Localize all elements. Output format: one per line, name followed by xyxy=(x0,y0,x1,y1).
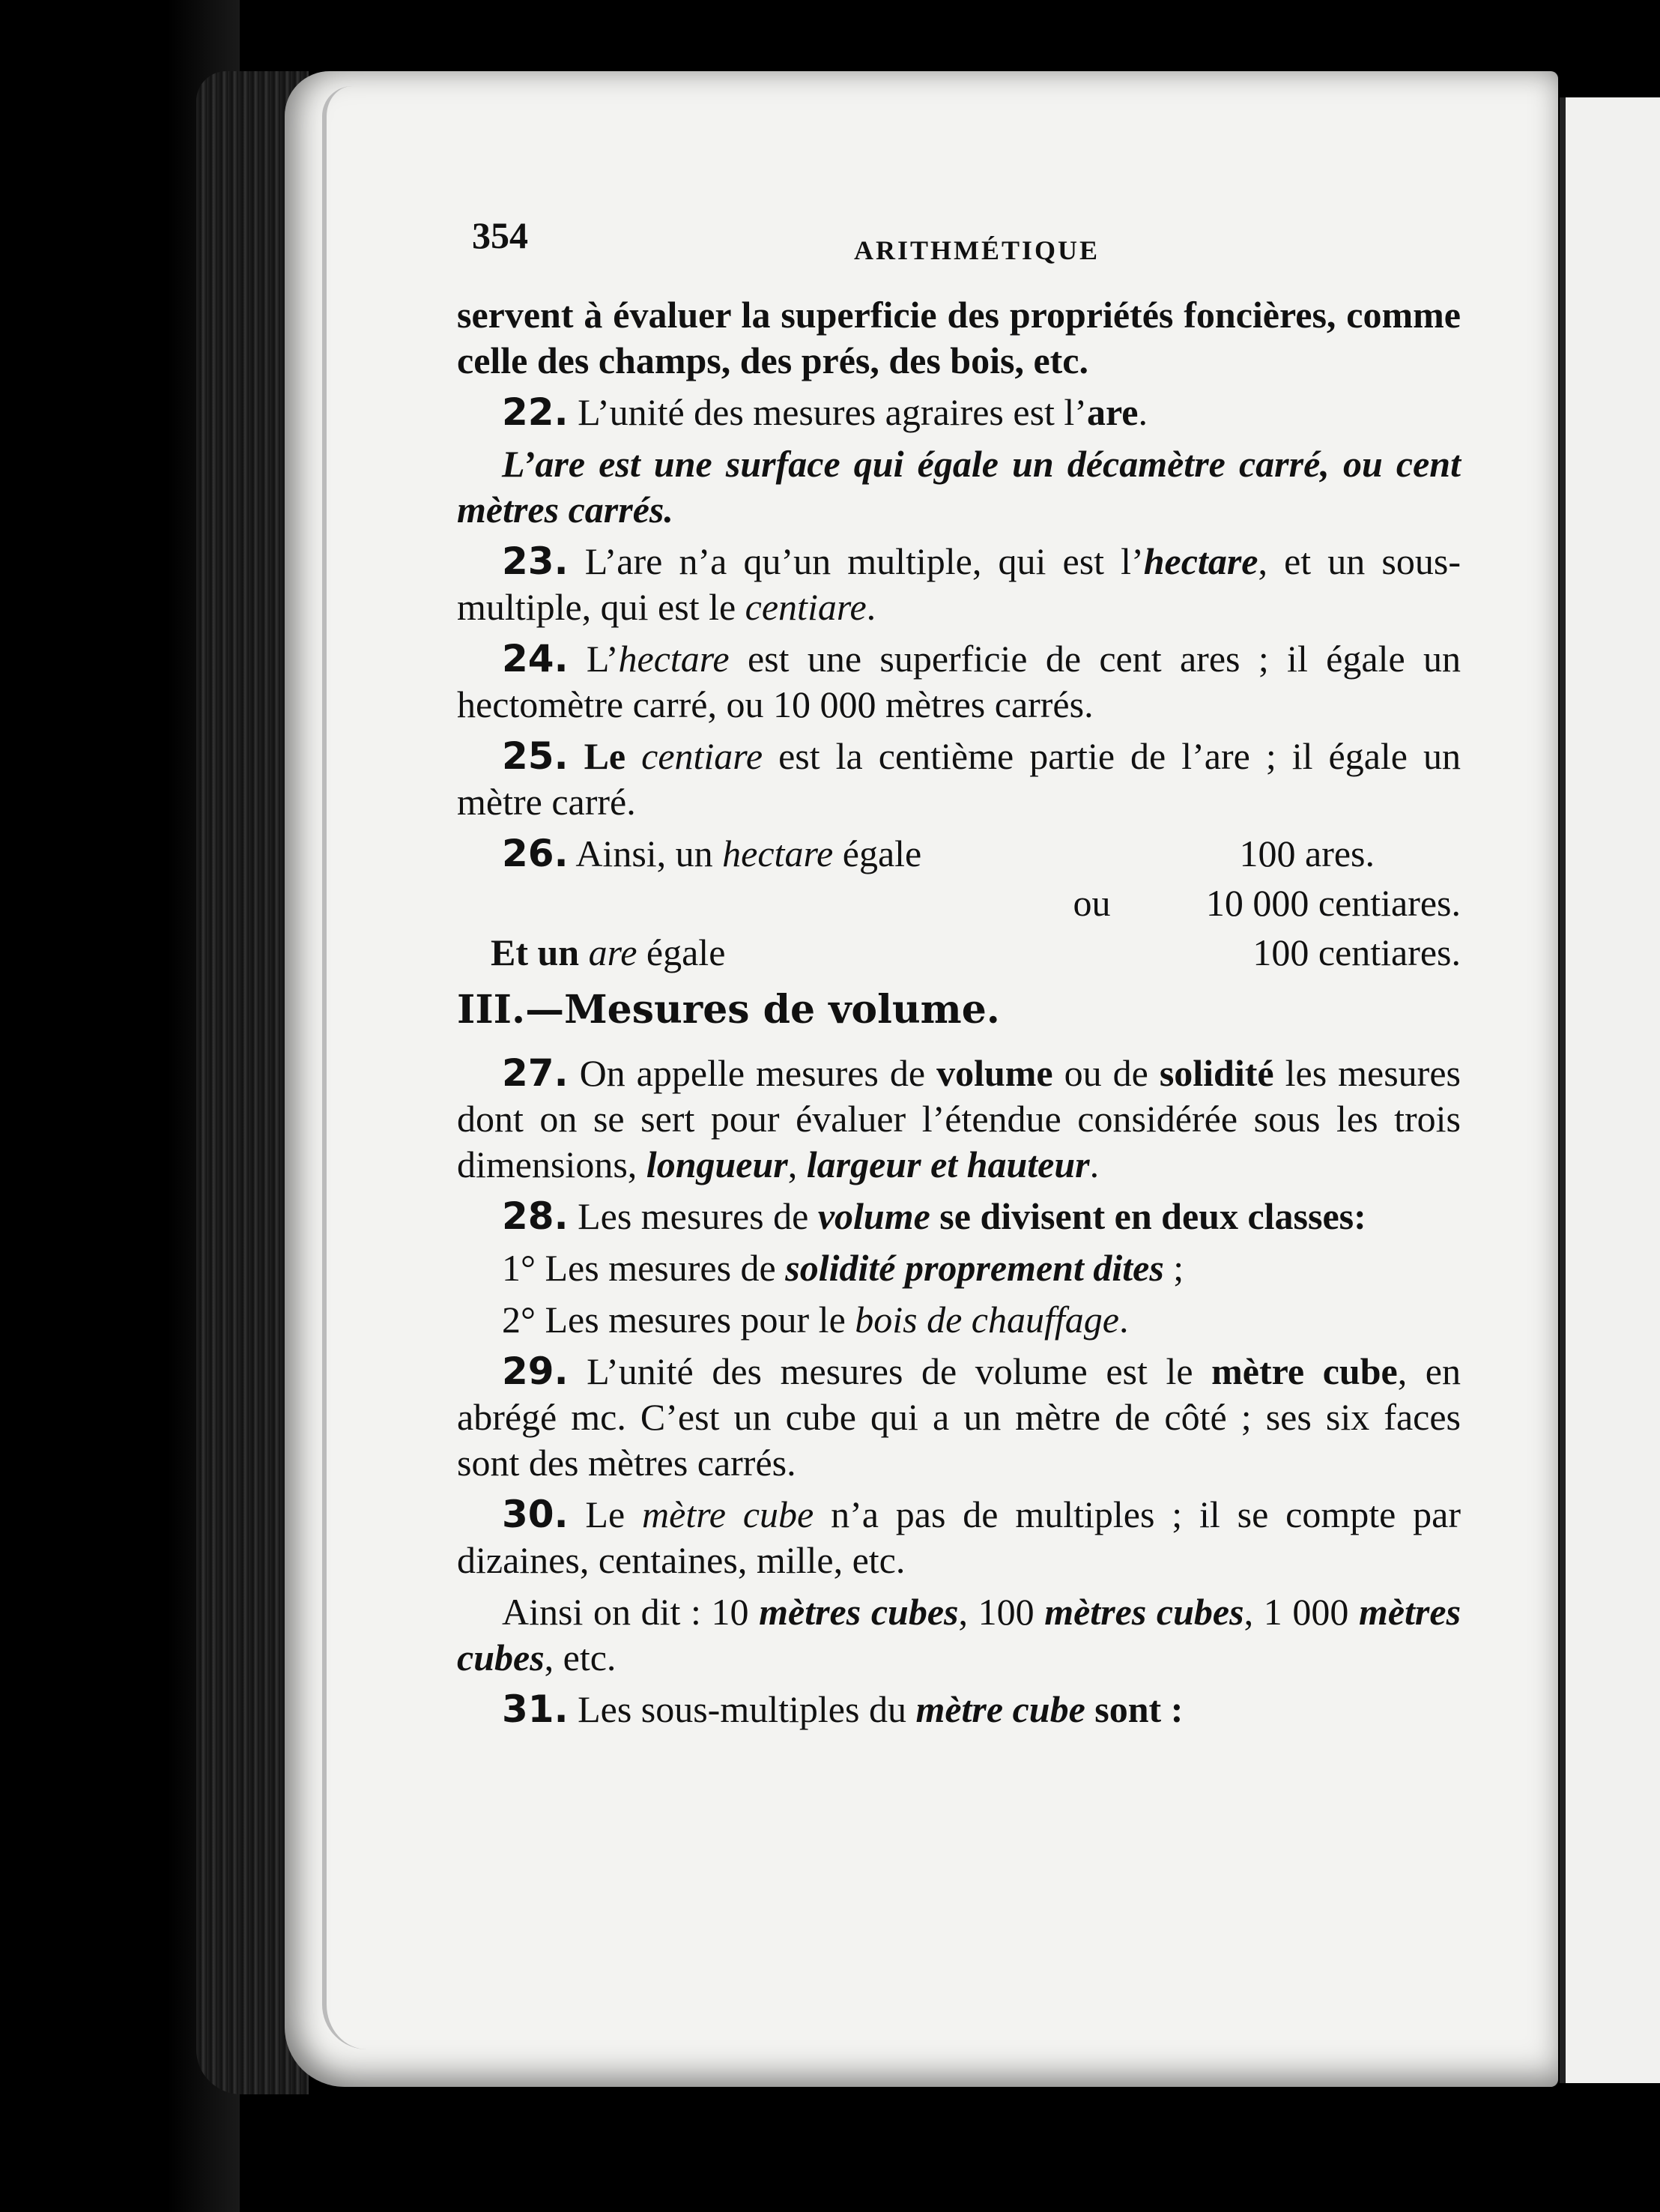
table-cell xyxy=(457,831,1073,880)
list-item-2 xyxy=(457,1297,1461,1343)
text-run: . xyxy=(1089,1143,1100,1185)
text-run: Les sous-multiples du xyxy=(568,1688,916,1730)
paragraph-number: 31. xyxy=(502,1687,569,1731)
paragraph-number: 29. xyxy=(502,1350,569,1393)
text-run: , xyxy=(787,1143,807,1185)
list-item-1 xyxy=(457,1245,1461,1291)
text-run: Le xyxy=(568,1493,643,1535)
text-run: L’unité des mesures agraires est l’ xyxy=(568,391,1087,433)
page-header xyxy=(472,214,1476,274)
bold-term: volume xyxy=(936,1052,1053,1094)
paragraph-number: 22. xyxy=(502,390,569,434)
paragraph-27 xyxy=(457,1051,1461,1188)
paragraph-29 xyxy=(457,1349,1461,1486)
table-cell xyxy=(457,930,1073,979)
table-row xyxy=(457,831,1461,880)
paragraph-intro xyxy=(457,292,1461,384)
paragraph-22 xyxy=(457,390,1461,435)
paragraph-number: 28. xyxy=(502,1194,569,1238)
text-run: . xyxy=(866,586,876,628)
text-run: 2° Les mesures pour le xyxy=(502,1299,855,1341)
text-run: , 1 000 xyxy=(1244,1591,1359,1633)
italic-term: solidité proprement dites xyxy=(785,1247,1164,1289)
italic-term: are xyxy=(588,931,637,973)
italic-term: mètres cubes xyxy=(1044,1591,1244,1633)
text-run: égale xyxy=(833,832,922,874)
text-run: L’are n’a qu’un multiple, qui est l’ xyxy=(568,540,1144,582)
text-run: égale xyxy=(637,931,726,973)
text-run: Le xyxy=(568,735,642,777)
italic-term: centiare xyxy=(745,586,867,628)
text-run: , en abrégé mc. C’est un cube qui a un mètre de côté ; ses six faces sont des mètres carrés. xyxy=(457,1350,1461,1484)
page-number: 354 xyxy=(472,214,528,256)
italic-term: largeur et hauteur xyxy=(806,1143,1090,1185)
text-run: , 100 xyxy=(958,1591,1045,1633)
text-run: . xyxy=(1118,1299,1129,1341)
text-run: Ainsi on dit : 10 xyxy=(502,1591,760,1633)
paragraph-number: 25. xyxy=(502,734,569,778)
paragraph-number: 30. xyxy=(502,1493,569,1536)
text-run: sont : xyxy=(1085,1688,1184,1730)
text-run: 1° Les mesures de xyxy=(502,1247,786,1289)
italic-term: hectare xyxy=(618,638,730,680)
italic-term: hectare xyxy=(722,832,834,874)
table-cell: 100 ares. xyxy=(1239,832,1375,874)
definition-are xyxy=(457,441,1461,533)
text-run: , et un sous-multiple, qui est le xyxy=(457,540,1461,628)
italic-term: mètres cubes xyxy=(759,1591,959,1633)
bold-term: mètre cube xyxy=(1211,1350,1398,1392)
text-run: Et un xyxy=(491,931,589,973)
table-row xyxy=(457,880,1461,930)
equivalence-table xyxy=(457,831,1461,979)
text-run: est la centième partie de l’are ; il égale un mètre carré. xyxy=(457,735,1461,823)
text-run: On appelle mesures de xyxy=(568,1052,937,1094)
paragraph-number: 24. xyxy=(502,637,569,680)
paragraph-31 xyxy=(457,1687,1461,1732)
paragraph-number: 23. xyxy=(502,540,569,583)
text-run: L’unité des mesures de volume est le xyxy=(568,1350,1212,1392)
paragraph-24 xyxy=(457,636,1461,728)
italic-term: mètre cube xyxy=(642,1493,814,1535)
italic-term: mètre cube xyxy=(915,1688,1085,1730)
italic-term: longueur xyxy=(646,1143,788,1185)
page-body xyxy=(457,292,1461,1738)
section-title: III.—Mesures de volume. xyxy=(457,987,1000,1033)
paragraph-30-example xyxy=(457,1589,1461,1681)
table-cell xyxy=(1073,831,1123,880)
bold-term: solidité xyxy=(1159,1052,1274,1094)
bold-term: are xyxy=(1086,391,1139,433)
paragraph-23 xyxy=(457,539,1461,630)
definition-text: L’are est une surface qui égale un décamètre carré, ou cent mètres carrés. xyxy=(457,443,1461,531)
text-run: n’a pas de multiples ; il se compte par dizaines, centaines, mille, etc. xyxy=(457,1493,1461,1581)
italic-term: bois de chauffage xyxy=(855,1299,1119,1341)
table-cell: 10 000 centiares. xyxy=(1205,882,1461,924)
text-run: les mesures dont on se sert pour évaluer l’étendue considérée sous les trois dimensions, xyxy=(457,1052,1461,1185)
text-run: ; xyxy=(1163,1247,1184,1289)
text-run: Les mesures de xyxy=(568,1195,818,1237)
table-cell xyxy=(457,880,1073,930)
italic-term: centiare xyxy=(641,735,763,777)
table-row xyxy=(457,930,1461,979)
facing-page-edge xyxy=(1560,97,1660,2083)
paragraph-number: 27. xyxy=(502,1051,569,1095)
table-cell: ou xyxy=(1073,882,1111,924)
paragraph-30 xyxy=(457,1492,1461,1583)
text-run: L’ xyxy=(568,638,619,680)
table-cell xyxy=(1073,930,1123,979)
paragraph-text: servent à évaluer la superficie des propriétés foncières, comme celle des champs, des prés, des bois, etc. xyxy=(457,294,1461,381)
text-run: , etc. xyxy=(544,1637,617,1678)
text-run: est une superficie de cent ares ; il égale un hectomètre carré, ou 10 000 mètres carrés. xyxy=(457,638,1461,725)
italic-term: mètres cubes xyxy=(457,1591,1461,1678)
paragraph-number: 26. xyxy=(502,832,569,875)
text-run: se divisent en deux classes: xyxy=(930,1195,1366,1237)
paragraph-25 xyxy=(457,734,1461,825)
table-cell: 100 centiares. xyxy=(1252,931,1461,973)
text-run: . xyxy=(1138,391,1148,433)
text-run: ou de xyxy=(1052,1052,1160,1094)
text-run: Ainsi, un xyxy=(568,832,723,874)
italic-term: hectare xyxy=(1143,540,1258,582)
paragraph-28 xyxy=(457,1194,1461,1239)
italic-term: volume xyxy=(817,1195,930,1237)
running-title: ARITHMÉTIQUE xyxy=(854,235,1100,265)
